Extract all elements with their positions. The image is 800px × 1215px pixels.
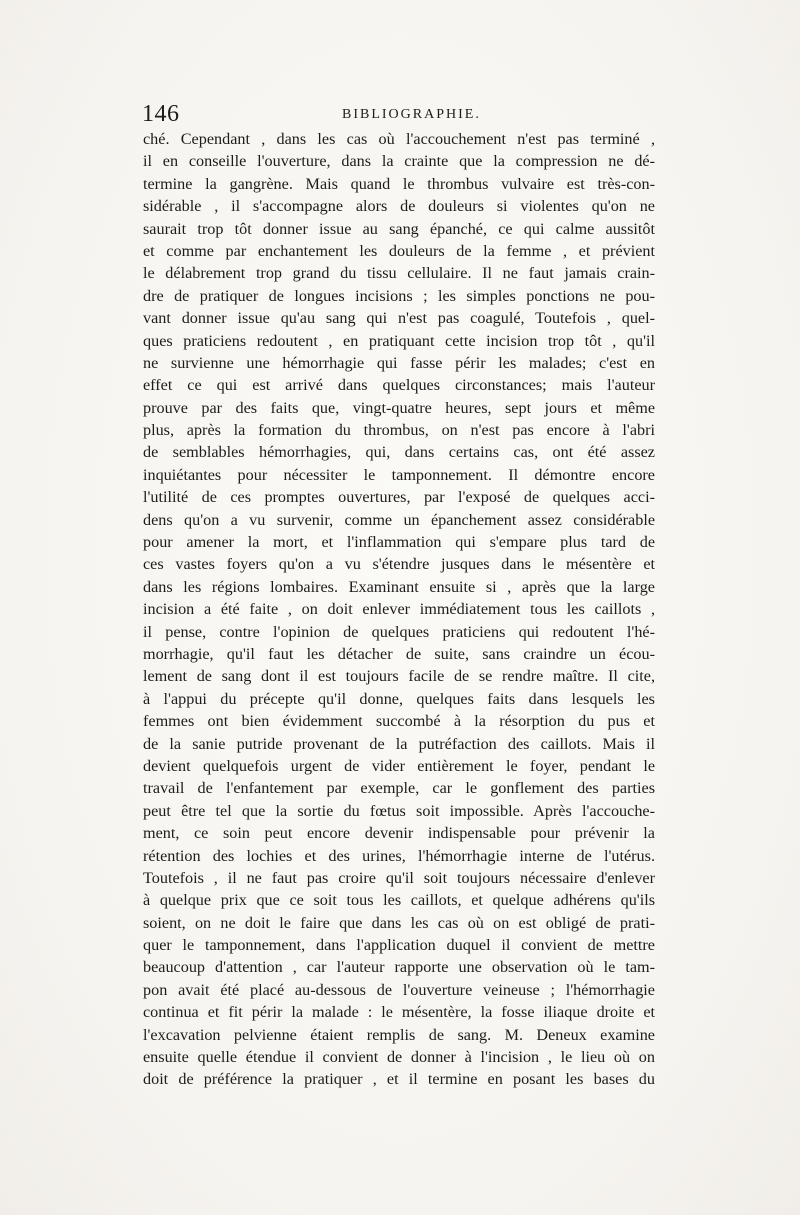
text-line: plus, après la formation du thrombus, on n'est pas encore à l'abri bbox=[143, 421, 655, 440]
text-line: l'excavation pelvienne étaient remplis de sang. M. Deneux examine bbox=[143, 1025, 655, 1044]
text-line: doit de préférence la pratiquer , et il termine en posant les bases du bbox=[143, 1070, 655, 1089]
text-line: dre de pratiquer de longues incisions ; les simples ponctions ne pou- bbox=[143, 286, 655, 305]
text-line: et comme par enchantement les douleurs de la femme , et prévient bbox=[143, 241, 655, 260]
text-line: sidérable , il s'accompagne alors de douleurs si violentes qu'on ne bbox=[143, 197, 655, 216]
text-line: termine la gangrène. Mais quand le thrombus vulvaire est très-con- bbox=[143, 174, 655, 193]
text-line: ment, ce soin peut encore devenir indispensable pour prévenir la bbox=[143, 824, 655, 843]
running-head: BIBLIOGRAPHIE. bbox=[342, 107, 481, 122]
text-line: beaucoup d'attention , car l'auteur rapporte une observation où le tam- bbox=[143, 958, 655, 977]
text-line: saurait trop tôt donner issue au sang épanché, ce qui calme aussitôt bbox=[143, 219, 655, 238]
body-text bbox=[143, 128, 655, 1091]
text-line: soient, on ne doit le faire que dans les cas où on est obligé de prati- bbox=[143, 913, 655, 932]
page-number: 146 bbox=[142, 101, 180, 127]
text-line: Toutefois , il ne faut pas croire qu'il soit toujours nécessaire d'enlever bbox=[143, 868, 655, 887]
text-line: de la sanie putride provenant de la putréfaction des caillots. Mais il bbox=[143, 734, 655, 753]
text-line: à quelque prix que ce soit tous les caillots, et quelque adhérens qu'ils bbox=[143, 891, 655, 910]
text-line: pour amener la mort, et l'inflammation qui s'empare plus tard de bbox=[143, 533, 655, 552]
text-line: ché. Cependant , dans les cas où l'accouchement n'est pas terminé , bbox=[143, 130, 655, 148]
text-line: de semblables hémorrhagies, qui, dans certains cas, ont été assez bbox=[143, 443, 655, 462]
text-line: lement de sang dont il est toujours facile de se rendre maître. Il cite, bbox=[143, 667, 655, 686]
text-line: ensuite quelle étendue il convient de donner à l'incision , le lieu où on bbox=[143, 1048, 655, 1067]
text-line: devient quelquefois urgent de vider entièrement le foyer, pendant le bbox=[143, 756, 655, 775]
text-line: il pense, contre l'opinion de quelques praticiens qui redoutent l'hé- bbox=[143, 622, 655, 641]
text-line: peut être tel que la sortie du fœtus soit impossible. Après l'accouche- bbox=[143, 801, 655, 820]
text-line: travail de l'enfantement par exemple, car le gonflement des parties bbox=[143, 779, 655, 798]
text-line: quer le tamponnement, dans l'application duquel il convient de mettre bbox=[143, 936, 655, 955]
text-line: l'utilité de ces promptes ouvertures, par l'exposé de quelques acci- bbox=[143, 488, 655, 507]
text-line: il en conseille l'ouverture, dans la crainte que la compression ne dé- bbox=[143, 152, 655, 171]
text-line: dans les régions lombaires. Examinant ensuite si , après que la large bbox=[143, 577, 655, 596]
text-line: incision a été faite , on doit enlever immédiatement tous les caillots , bbox=[143, 600, 655, 619]
text-line: prouve par des faits que, vingt-quatre heures, sept jours et même bbox=[143, 398, 655, 417]
text-line: ques praticiens redoutent , en pratiquant cette incision trop tôt , qu'il bbox=[143, 331, 655, 350]
text-line: à l'appui du précepte qu'il donne, quelques faits dans lesquels les bbox=[143, 689, 655, 708]
text-line: ces vastes foyers qu'on a vu s'étendre jusques dans le mésentère et bbox=[143, 555, 655, 574]
text-line: continua et fit périr la malade : le mésentère, la fosse iliaque droite et bbox=[143, 1003, 655, 1022]
text-line: morrhagie, qu'il faut les détacher de suite, sans craindre un écou- bbox=[143, 644, 655, 663]
text-line: femmes ont bien évidemment succombé à la résorption du pus et bbox=[143, 712, 655, 731]
text-line: inquiétantes pour nécessiter le tamponnement. Il démontre encore bbox=[143, 465, 655, 484]
text-line: le délabrement trop grand du tissu cellulaire. Il ne faut jamais crain- bbox=[143, 264, 655, 283]
text-line: effet ce qui est arrivé dans quelques circonstances; mais l'auteur bbox=[143, 376, 655, 395]
text-line: ne survienne une hémorrhagie qui fasse périr les malades; c'est en bbox=[143, 353, 655, 372]
text-line: vant donner issue qu'au sang qui n'est pas coagulé, Toutefois , quel- bbox=[143, 309, 655, 328]
text-line: pon avait été placé au-dessous de l'ouverture veineuse ; l'hémorrhagie bbox=[143, 980, 655, 999]
page-header bbox=[142, 100, 662, 128]
text-line: dens qu'on a vu survenir, comme un épanchement assez considérable bbox=[143, 510, 655, 529]
text-line: rétention des lochies et des urines, l'hémorrhagie interne de l'utérus. bbox=[143, 846, 655, 865]
